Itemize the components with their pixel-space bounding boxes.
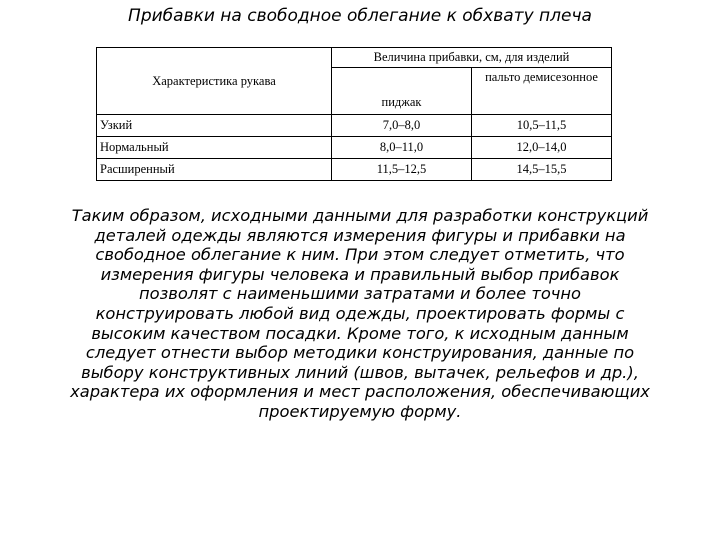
paragraph-line: Таким образом, исходными данными для разработки конструкций [71, 206, 649, 225]
sleeve-type-cell: Нормальный [97, 137, 332, 159]
body-paragraph [28, 206, 692, 422]
table-row [97, 115, 612, 137]
paragraph-line: высоким качеством посадки. Кроме того, к исходным данным [91, 323, 629, 343]
sleeve-type-cell: Расширенный [97, 159, 332, 181]
table-row [97, 159, 612, 181]
allowance-group-header: Величина прибавки, см, для изделий [332, 48, 612, 68]
coat-header: пальто демисезонное [472, 68, 612, 115]
allowances-table [96, 47, 612, 181]
paragraph-line: измерения фигуры человека и правильный выбор прибавок [100, 264, 620, 284]
coat-value-cell: 12,0–14,0 [472, 137, 612, 159]
table-row [97, 137, 612, 159]
jacket-value-cell: 8,0–11,0 [332, 137, 472, 159]
jacket-value-cell: 7,0–8,0 [332, 115, 472, 137]
paragraph-line: конструировать любой вид одежды, проектировать формы с [95, 303, 625, 323]
paragraph-line: позволят с наименьшими затратами и более точно [138, 284, 582, 304]
sleeve-type-cell: Узкий [97, 115, 332, 137]
jacket-header: пиджак [332, 68, 472, 115]
paragraph-line: деталей одежды являются измерения фигуры и прибавки на [94, 225, 626, 245]
paragraph-line: проектируемую форму. [258, 401, 462, 421]
jacket-value-cell: 11,5–12,5 [332, 159, 472, 181]
paragraph-line: характера их оформления и мест расположения, обеспечивающих [70, 382, 650, 402]
paragraph-line: выбору конструктивных линий (швов, вытачек, рельефов и др.), [81, 362, 639, 382]
characteristic-header: Характеристика рукава [97, 48, 332, 115]
coat-value-cell: 10,5–11,5 [472, 115, 612, 137]
page-title: Прибавки на свободное облегание к обхвату плеча [128, 6, 592, 26]
table-header-row [97, 48, 612, 68]
allowances-table-container [96, 47, 612, 181]
coat-value-cell: 14,5–15,5 [472, 159, 612, 181]
paragraph-line: следует отнести выбор методики конструирования, данные по [85, 343, 635, 363]
paragraph-line: свободное облегание к ним. При этом следует отметить, что [95, 245, 625, 265]
